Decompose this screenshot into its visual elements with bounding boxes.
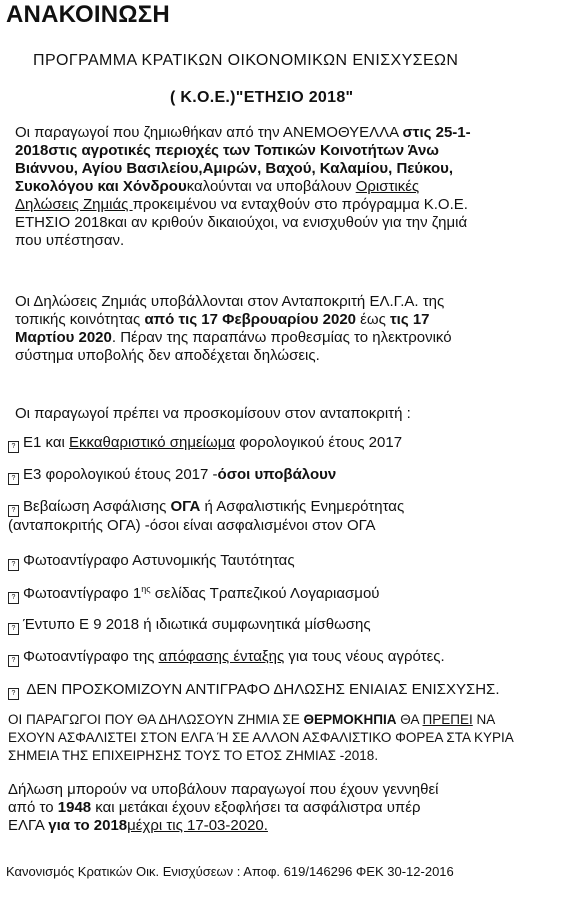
checkbox-glyph-icon: ?	[8, 623, 19, 635]
text-span: τοπικής κοινότητας	[15, 311, 145, 328]
text-span: ΕΛΓΑ	[8, 817, 49, 834]
text-span: ΘΑ	[396, 712, 423, 727]
text-span: Ε1 και	[23, 434, 70, 451]
text-span: . Πέραν της παραπάνω προθεσμίας το ηλεκτρονικό	[111, 329, 452, 346]
text-span: έως	[356, 311, 390, 328]
text-span: και μετάκαι έχουν εξοφλήσει τα ασφάλιστρα υπέρ	[91, 799, 421, 816]
villages-text: Βιάννου, Αγίου Βασιλείου,Αμιρών, Βαχού, Καλαμίου, Πεύκου,	[15, 160, 454, 177]
list-item	[8, 584, 379, 604]
text-span: Φωτοαντίγραφο 1	[23, 585, 142, 602]
text-span: Οι παραγωγοί που ζημιωθήκαν από την ΑΝΕΜΟΘΥΕΛΛΑ	[15, 124, 403, 141]
text-span: Έντυπο Ε 9 2018 ή ιδιωτικά συμφωνητικά μίσθωσης	[23, 616, 371, 633]
text-span: ΟΙ ΠΑΡΑΓΩΓΟΙ ΠΟΥ ΘΑ ΔΗΛΩΣΟΥΝ ΖΗΜΙΑ ΣΕ	[8, 712, 304, 727]
list-item	[8, 552, 295, 571]
text-span: Ε3 φορολογικού έτους 2017 -	[23, 466, 218, 483]
end-date: Μαρτίου 2020	[15, 329, 112, 346]
villages-text: Συκολόγου και Χόνδρου	[15, 178, 187, 195]
start-date: από τις 17 Φεβρουαρίου 2020	[144, 311, 357, 328]
underlined-text: Οριστικές	[355, 178, 420, 195]
underlined-text: Εκκαθαριστικό σημείωμα	[69, 434, 236, 451]
bold-text: όσοι υποβάλουν	[217, 466, 337, 483]
list-item	[8, 498, 404, 517]
bold-text: ΘΕΡΜΟΚΗΠΙΑ	[303, 712, 397, 727]
text-span: από το	[8, 799, 58, 816]
text-span: φορολογικού έτους 2017	[235, 434, 403, 451]
bold-text: για το 2018	[48, 817, 128, 834]
program-subtitle: ΠΡΟΓΡΑΜΜΑ ΚΡΑΤΙΚΩΝ ΟΙΚΟΝΟΜΙΚΩΝ ΕΝΙΣΧΥΣΕΩΝ	[33, 52, 459, 69]
eligibility-paragraph	[8, 781, 548, 835]
text-span: προκειμένου να ενταχθούν στο πρόγραμμα Κ.Ο.Ε.	[132, 196, 468, 213]
list-item	[8, 648, 445, 667]
requirements-intro: Οι παραγωγοί πρέπει να προσκομίσουν στον ανταποκριτή :	[15, 405, 411, 422]
text-line: ΣΗΜΕΙΑ ΤΗΣ ΕΠΙΧΕΙΡΗΣΗΣ ΤΟΥΣ ΤΟ ΕΤΟΣ ΖΗΜΙΑΣ -2018.	[8, 748, 379, 763]
greenhouse-notice	[8, 711, 548, 765]
checkbox-glyph-icon: ?	[8, 505, 19, 517]
checkbox-glyph-icon: ?	[8, 559, 19, 571]
text-span: Βεβαίωση Ασφάλισης	[23, 498, 171, 515]
text-line: Οι Δηλώσεις Ζημιάς υποβάλλονται στον Ανταποκριτή ΕΛ.Γ.Α. της	[15, 293, 445, 310]
checkbox-glyph-icon: ?	[8, 441, 19, 453]
text-span: για τους νέους αγρότες.	[284, 648, 445, 665]
text-line: 2018στις αγροτικές περιοχές των Τοπικών Κοινοτήτων Άνω	[15, 142, 439, 159]
superscript: ης	[141, 584, 151, 594]
text-line: που υπέστησαν.	[15, 232, 125, 249]
text-span: ΔΕΝ ΠΡΟΣΚΟΜΙΖΟΥΝ ΑΝΤΙΓΡΑΦΟ ΔΗΛΩΣΗΣ ΕΝΙΑΙΑΣ ΕΝΙΣΧΥΣΗΣ.	[26, 681, 500, 698]
text-span: ή Ασφαλιστικής Ενημερότητας	[200, 498, 405, 515]
underlined-text: Δηλώσεις Ζημιάς	[15, 196, 133, 213]
text-line: ΕΤΗΣΙΟ 2018και αν κριθούν δικαιούχοι, να ενισχυθούν για την ζημιά	[15, 214, 468, 231]
text-span: καλούνται να υποβάλουν	[186, 178, 356, 195]
text-line: Δήλωση μπορούν να υποβάλουν παραγωγοί που έχουν γεννηθεί	[8, 781, 439, 798]
list-item	[8, 434, 402, 453]
checkbox-glyph-icon: ?	[8, 473, 19, 485]
text-line: σύστημα υποβολής δεν αποδέχεται δηλώσεις.	[15, 347, 320, 364]
list-item	[8, 616, 371, 635]
underlined-text: μέχρι τις 17-03-2020.	[127, 817, 268, 834]
list-item	[8, 681, 500, 700]
page-title: ΑΝΑΚΟΙΝΩΣΗ	[6, 1, 170, 28]
text-span: Φωτοαντίγραφο Αστυνομικής Ταυτότητας	[23, 552, 295, 569]
list-item	[8, 466, 336, 485]
text-span: σελίδας Τραπεζικού Λογαριασμού	[150, 585, 380, 602]
program-year-subtitle: ( Κ.Ο.Ε.)"ΕΤΗΣΙΟ 2018"	[170, 89, 354, 106]
end-date: τις 17	[389, 311, 430, 328]
text-span: ΝΑ	[472, 712, 496, 727]
checkbox-glyph-icon: ?	[8, 592, 19, 604]
date-text: στις 25-1-	[402, 124, 471, 141]
deadline-paragraph	[15, 293, 555, 365]
checkbox-glyph-icon: ?	[8, 655, 19, 667]
text-span: Φωτοαντίγραφο της	[23, 648, 159, 665]
regulation-footer: Κανονισμός Κρατικών Οικ. Ενισχύσεων : Αποφ. 619/146296 ΦΕΚ 30-12-2016	[6, 864, 454, 879]
announcement-paragraph	[15, 124, 555, 250]
text-line: ΕΧΟΥΝ ΑΣΦΑΛΙΣΤΕΙ ΣΤΟΝ ΕΛΓΑ Ή ΣΕ ΑΛΛΟΝ ΑΣΦΑΛΙΣΤΙΚΟ ΦΟΡΕΑ ΣΤΑ ΚΥΡΙΑ	[8, 730, 514, 745]
checkbox-glyph-icon: ?	[8, 688, 19, 700]
underlined-text: απόφασης ένταξης	[158, 648, 285, 665]
bold-text: 1948	[57, 799, 92, 816]
underlined-text: ΠΡΕΠΕΙ	[422, 712, 473, 727]
bold-text: ΟΓΑ	[170, 498, 201, 515]
list-item-continuation: (ανταποκριτής ΟΓΑ) -όσοι είναι ασφαλισμένοι στον ΟΓΑ	[8, 517, 376, 534]
